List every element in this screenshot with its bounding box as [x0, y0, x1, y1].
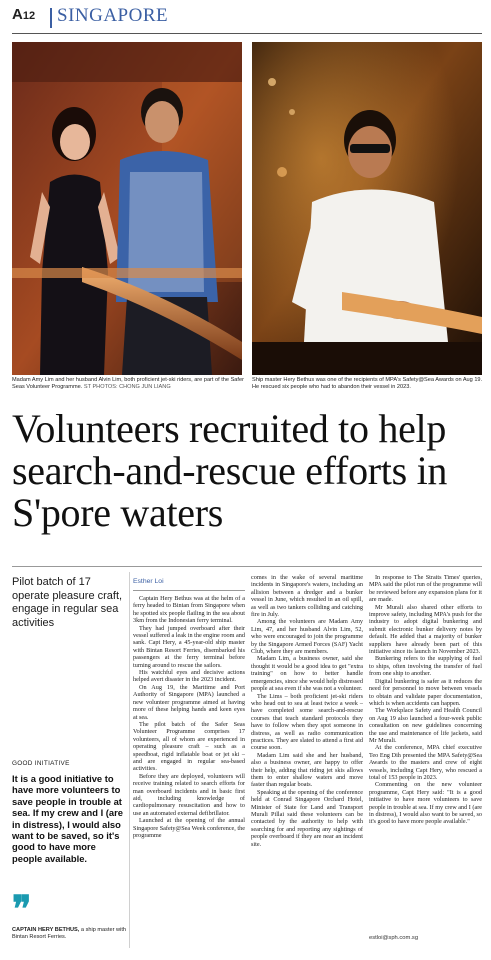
paragraph: In response to The Straits Times' queries, MPA said the pilot run of the programme will be reviewed before any expansion plans for it are made.: [369, 574, 482, 604]
paragraph: Madam Lim, a business owner, said she thought it would be a good idea to get "extra training" on how to better handle emergencies, since she would help distressed people at sea even if she was not a volunteer.: [251, 655, 363, 693]
article-rule: [12, 566, 482, 567]
paragraph: comes in the wake of several maritime incidents in Singapore's waters, including an allision between a dredger and a bunker vessel in June, which resulted in an oil spill, as well as two tankers colliding and catching fire in July.: [251, 574, 363, 619]
paragraph: At the conference, MPA chief executive Teo Eng Dih presented the MPA Safety@Sea Awards to the masters and crew of eight vessels, including Capt Hery, who rescued a total of 153 people in 2023.: [369, 744, 482, 781]
byline: Esther Loi: [133, 578, 164, 585]
attribution-name: CAPTAIN HERY BETHUS,: [12, 927, 80, 933]
header-divider: [50, 8, 52, 28]
paragraph: The Lims – both proficient jet-ski riders who head out to sea at least twice a week – have completed some search-and-rescue courses that teach standard protocols they have to follow when they spot someone in distress, as well as radio communication practices. They are slated to attend a first aid course soon.: [251, 692, 363, 752]
pull-quote: It is a good initiative to have more volunteers to save people in trouble at sea. If my crew and I (are in distress), I would also want to be saved, so it's good to have more people available.: [12, 773, 123, 864]
photo-lims: [12, 42, 242, 375]
pull-quote-tag: GOOD INITIATIVE: [12, 760, 70, 767]
paragraph: Commenting on the new volunteer programme, Capt Hery said: "It is a good initiative to have more volunteers to save people in trouble at sea. If my crew and I (are in distress), I would also want to be saved, so it's good to have more people available.": [369, 781, 482, 826]
attribution-role: a ship master with Bintan Resort Ferries.: [12, 927, 126, 941]
paragraph: The pilot batch of the Safer Seas Volunteer Programme comprises 17 volunteers, all of whom are experienced in operating pleasure craft – such as a speedboat, rigid inflatable boat or jet ski – and are engaged in regular sea-based activities.: [133, 720, 245, 773]
paragraph: Captain Hery Bethus was at the helm of a ferry headed to Bintan from Singapore when he spotted six people flailing in the sea about 3km from the Indonesian ferry terminal.: [133, 595, 245, 625]
photo-lims-image: [12, 42, 242, 375]
paragraph: Speaking at the opening of the conference held at Conrad Singapore Orchard Hotel, Minister of State for Land and Transport Murali Pillai said these volunteers can be contacted by the authority to help with searching for and reporting any sightings of people overboard if they are near an incident site.: [251, 788, 363, 848]
paragraph: Mr Murali also shared other efforts to improve safety, including MPA's push for the industry to adopt digital bunkering and submit electronic bunker delivery notes by default. He added that a majority of bunker suppliers have already been part of this initiative since its launch in November 2023.: [369, 603, 482, 656]
photo-credit: ST PHOTOS: CHONG JUN LIANG: [83, 384, 171, 391]
paragraph: Madam Lim said she and her husband, also a business owner, are happy to offer their help, adding that riding jet skis allows them to enter shallow waters and move faster than regular boats.: [251, 751, 363, 789]
page-digits: 12: [22, 10, 36, 22]
header-rule: [12, 33, 482, 34]
paragraph: On Aug 19, the Maritime and Port Authority of Singapore (MPA) launched a new volunteer programme aimed at having more of these helping hands and keen eyes at sea.: [133, 683, 245, 721]
paragraph: The Workplace Safety and Health Council on Aug 19 also launched a four-week public consultation on new guidelines concerning the use and maintenance of life jackets, said Mr Murali.: [369, 707, 482, 744]
pull-quote-attribution: [12, 927, 126, 941]
paragraph: His watchful eyes and decisive actions helped avert disaster in the 2023 incident.: [133, 669, 245, 684]
photo-lims-caption: [12, 377, 244, 392]
page-letter: A: [12, 6, 23, 23]
author-email: estloi@sph.com.sg: [369, 935, 419, 941]
paragraph: Digital bunkering is safer as it reduces the need for personnel to move between vessels to obtain and validate paper documentation, which is when accidents can happen.: [369, 677, 482, 707]
paragraph: They had jumped overboard after their vessel suffered a leak in the engine room and sank. Capt Hery, a 45-year-old ship master with Bintan Resort Ferries, disembarked his passengers at the ferry terminal before turning around to rescue the sailors.: [133, 624, 245, 669]
quote-mark-icon: ❞: [12, 889, 32, 929]
photo-hery-caption: Ship master Hery Bethus was one of the recipients of MPA's Safety@Sea Awards on Aug 19. He rescued six people who had to abandon their vessel in 2023.: [252, 377, 483, 391]
article-column-1: [133, 595, 245, 839]
paragraph: Before they are deployed, volunteers will receive training related to search efforts for man overboard incidents and in basic first aid, including knowledge of cardiopulmonary resuscitation and how to use an automated external defibrillator.: [133, 772, 245, 817]
paragraph: Among the volunteers are Madam Amy Lim, 47, and her husband Alvin Lim, 52, who were encouraged to join the programme by the Singapore Armed Forces (SAF) Yacht Club, where they are members.: [251, 618, 363, 656]
article-column-2: [251, 574, 363, 848]
standfirst: Pilot batch of 17 operate pleasure craft, engage in regular sea activities: [12, 576, 123, 629]
photo-hery: [252, 42, 482, 375]
caption-text: Madam Amy Lim and her husband Alvin Lim, both proficient jet-ski riders, are part of the Safer Seas Volunteer Programme.: [12, 377, 244, 391]
paragraph: Bunkering refers to the supplying of fuel to ships, often involving the transfer of fuel from one ship to another.: [369, 655, 482, 678]
photo-hery-image: [252, 42, 482, 375]
page-number: [12, 6, 35, 23]
headline: Volunteers recruited to help search-and-rescue efforts in S'pore waters: [12, 406, 448, 535]
section-title: SINGAPORE: [57, 5, 169, 26]
column-divider: [129, 572, 130, 948]
byline-rule: [133, 590, 245, 591]
article-column-3: [369, 574, 482, 826]
paragraph: Launched at the opening of the annual Singapore Safety@Sea Week conference, the programme: [133, 817, 245, 839]
